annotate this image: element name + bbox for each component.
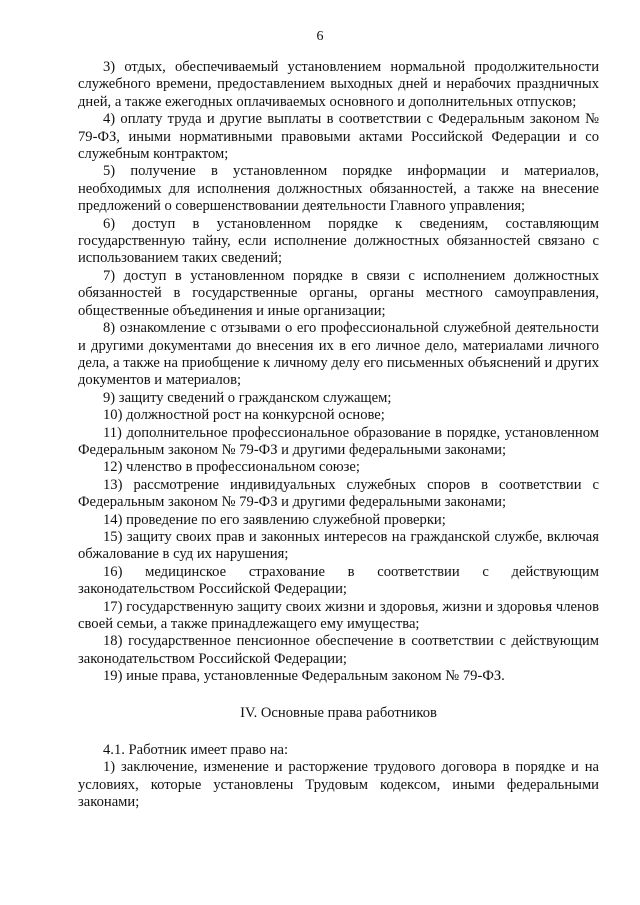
list-item: 4) оплату труда и другие выплаты в соответствии с Федеральным законом № 79-ФЗ, иными нормативными правовыми актами Российской Федерации и со служебным контрактом; <box>78 111 599 163</box>
list-item: 6) доступ в установленном порядке к сведениям, составляющим государственную тайну, если исполнение должностных обязанностей связано с использованием таких сведений; <box>78 215 599 267</box>
section-intro: 4.1. Работник имеет право на: <box>103 742 289 759</box>
list-item: 5) получение в установленном порядке информации и материалов, необходимых для исполнения должностных обязанностей, а также на внесение предложений о совершенствовании деятельности Главного управления; <box>78 163 599 215</box>
list-item: 3) отдых, обеспечиваемый установлением нормальной продолжительности служебного времени, предоставлением выходных дней и нерабочих праздничных дней, а также ежегодных оплачиваемых основного и дополнительных отпусков; <box>78 59 599 110</box>
section-heading: IV. Основные права работников <box>240 704 437 721</box>
list-item: 17) государственную защиту своих жизни и здоровья, жизни и здоровья членов своей семьи, а также принадлежащего ему имущества; <box>78 598 599 632</box>
list-item: 9) защиту сведений о гражданском служащем; <box>103 389 392 406</box>
list-item: 7) доступ в установленном порядке в связи с исполнением должностных обязанностей в государственные органы, органы местного самоуправления, общественные объединения и иные организации; <box>78 267 599 319</box>
list-item: 18) государственное пенсионное обеспечение в соответствии с действующим законодательством Российской Федерации; <box>78 633 599 667</box>
page-number: 6 <box>316 29 324 44</box>
list-item: 11) дополнительное профессиональное образование в порядке, установленном Федеральным законом № 79-ФЗ и другими федеральными законами; <box>78 424 599 458</box>
section-list-item: 1) заключение, изменение и расторжение трудового договора в порядке и на условиях, которые установлены Трудовым кодексом, иными федеральными законами; <box>78 759 599 811</box>
list-item: 14) проведение по его заявлению служебной проверки; <box>103 511 446 528</box>
list-item: 19) иные права, установленные Федеральным законом № 79-ФЗ. <box>103 668 505 685</box>
list-item: 8) ознакомление с отзывами о его профессиональной служебной деятельности и другими документами до внесения их в его личное дело, материалами личного дела, а также на приобщение к личному делу его письменных объяснений и других документов и материалов; <box>78 320 599 389</box>
list-item: 10) должностной рост на конкурсной основе; <box>103 407 385 424</box>
list-item: 15) защиту своих прав и законных интересов на гражданской службе, включая обжалование в суд их нарушения; <box>78 528 599 563</box>
list-item: 16) медицинское страхование в соответствии с действующим законодательством Российской Федерации; <box>78 563 599 598</box>
list-item: 12) членство в профессиональном союзе; <box>103 459 360 476</box>
document-body <box>78 59 599 812</box>
list-item: 13) рассмотрение индивидуальных служебных споров в соответствии с Федеральным законом № 79-ФЗ и другими федеральными законами; <box>78 476 599 511</box>
